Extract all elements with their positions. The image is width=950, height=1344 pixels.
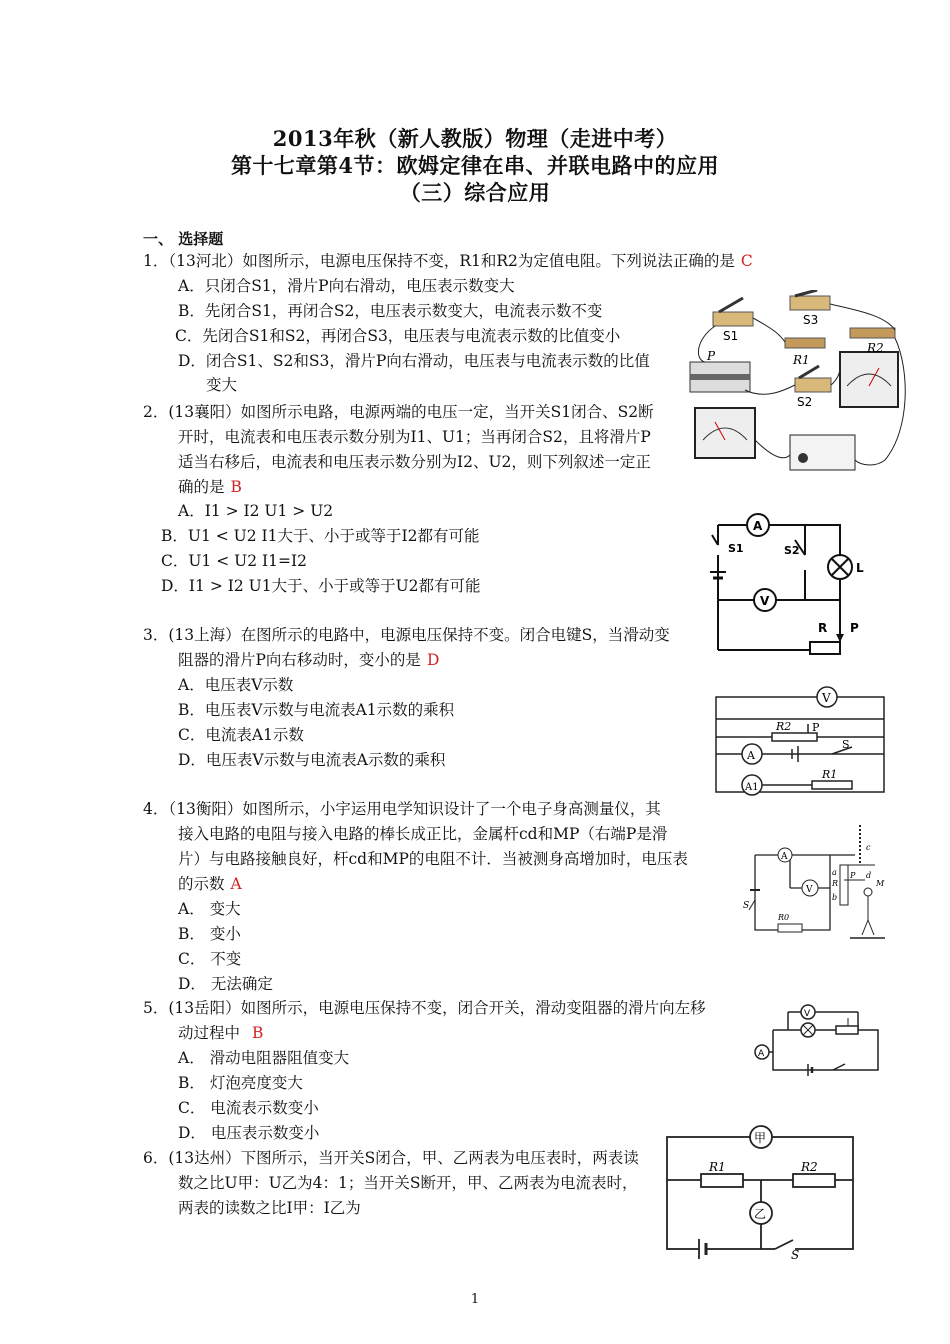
fig5-label-v: V bbox=[804, 1009, 811, 1019]
q5-answer: B bbox=[252, 1024, 264, 1042]
q1-option-a: A．只闭合S1，滑片P向右滑动，电压表示数变大 bbox=[178, 277, 515, 295]
fig4-label-c: c bbox=[866, 843, 871, 852]
q2-option-a: A．I1 > I2 U1 > U2 bbox=[178, 502, 334, 520]
fig2-label-l: L bbox=[856, 561, 864, 575]
q1-stem: 1．（13河北）如图所示，电源电压保持不变，R1和R2为定值电阻。下列说法正确的是 C bbox=[143, 252, 753, 270]
q4-line-2: 接入电路的电阻与接入电路的棒长成正比，金属杆cd和MP（右端P是滑 bbox=[178, 825, 668, 843]
fig4-label-d: d bbox=[866, 871, 872, 880]
fig3-label-a1: A1 bbox=[745, 782, 759, 793]
q4-circuit-figure bbox=[740, 820, 890, 945]
q4-option-a: A． 变大 bbox=[178, 900, 241, 918]
fig1-label-r1: R1 bbox=[793, 353, 810, 367]
q3-option-c: C．电流表A1示数 bbox=[178, 726, 304, 744]
fig2-label-v: V bbox=[760, 594, 770, 608]
q2-option-d: D．I1 > I2 U1大于、小于或等于U2都有可能 bbox=[161, 577, 481, 595]
q2-option-b: B．U1 < U2 I1大于、小于或等于I2都有可能 bbox=[161, 527, 480, 545]
fig6-label-s: S bbox=[791, 1248, 800, 1260]
q3-line-1: 3．(13上海）在图所示的电路中，电源电压保持不变。闭合电键S，当滑动变 bbox=[143, 626, 670, 644]
q5-option-b: B． 灯泡亮度变大 bbox=[178, 1074, 303, 1092]
q5-line-2: 动过程中 B bbox=[178, 1024, 264, 1042]
q5-option-d: D． 电压表示数变小 bbox=[178, 1124, 320, 1142]
fig6-label-r1: R1 bbox=[709, 1160, 726, 1174]
q2-circuit-figure bbox=[710, 510, 870, 655]
q4-line-4: 的示数 A bbox=[178, 875, 242, 893]
q3-option-d: D．电压表V示数与电流表A示数的乘积 bbox=[178, 751, 446, 769]
q3-line-2: 阻器的滑片P向右移动时，变小的是 D bbox=[178, 651, 440, 669]
fig4-label-v: V bbox=[806, 885, 813, 895]
fig1-label-s2: S2 bbox=[797, 395, 813, 409]
section-heading: 一、 选择题 bbox=[143, 230, 224, 248]
title-line-3: （三）综合应用 bbox=[399, 180, 551, 205]
q6-line-1: 6．(13达州）下图所示，当开关S闭合，甲、乙两表为电压表时，两表读 bbox=[143, 1149, 639, 1167]
q5-circuit-figure bbox=[748, 1000, 883, 1080]
q4-line-3: 片）与电路接触良好，杆cd和MP的电阻不计．当被测身高增加时，电压表 bbox=[178, 850, 688, 868]
q1-answer: C bbox=[740, 252, 753, 270]
fig3-label-a: A bbox=[747, 749, 755, 762]
q3-option-b: B．电压表V示数与电流表A1示数的乘积 bbox=[178, 701, 455, 719]
title-line-1: 2013年秋（新人教版）物理（走进中考） bbox=[272, 126, 678, 151]
q3-answer: D bbox=[426, 651, 440, 669]
fig3-label-r1: R1 bbox=[822, 768, 838, 781]
q5-line-1: 5．(13岳阳）如图所示，电源电压保持不变，闭合开关，滑动变阻器的滑片向左移 bbox=[143, 999, 706, 1017]
q2-line-2: 开时，电流表和电压表示数分别为I1、U1；当再闭合S2，且将滑片P bbox=[178, 428, 651, 446]
q4-answer: A bbox=[230, 875, 242, 893]
fig6-label-yi: 乙 bbox=[754, 1207, 767, 1221]
fig4-label-a: A bbox=[781, 852, 788, 862]
q2-line-4: 确的是 B bbox=[178, 478, 242, 496]
q4-option-c: C． 不变 bbox=[178, 950, 242, 968]
q6-circuit-figure bbox=[663, 1125, 858, 1260]
q1-option-d-cont: 变大 bbox=[206, 376, 238, 394]
q1-option-b: B．先闭合S1，再闭合S2，电压表示数变大，电流表示数不变 bbox=[178, 302, 603, 320]
fig2-label-s1: S1 bbox=[728, 542, 744, 555]
fig3-label-p: P bbox=[812, 721, 820, 734]
fig4-label-p: P bbox=[850, 871, 856, 880]
fig4-label-r: R bbox=[832, 879, 839, 888]
fig5-label-a: A bbox=[758, 1049, 765, 1059]
fig1-label-r2: R2 bbox=[867, 341, 884, 355]
fig4-label-r0: R0 bbox=[778, 913, 790, 922]
q1-circuit-figure bbox=[685, 290, 915, 480]
q1-option-c: C．先闭合S1和S2，再闭合S3，电压表与电流表示数的比值变小 bbox=[175, 327, 621, 345]
q4-line-1: 4．（13衡阳）如图所示，小宇运用电学知识设计了一个电子身高测量仪，其 bbox=[143, 800, 661, 818]
title-line-2: 第十七章第4节：欧姆定律在串、并联电路中的应用 bbox=[230, 153, 720, 178]
fig2-label-r: R bbox=[818, 621, 828, 635]
q2-line-1: 2．(13襄阳）如图所示电路，电源两端的电压一定，当开关S1闭合、S2断 bbox=[143, 403, 654, 421]
fig3-label-v: V bbox=[822, 691, 831, 705]
fig6-label-r2: R2 bbox=[801, 1160, 818, 1174]
q4-option-d: D． 无法确定 bbox=[178, 975, 273, 993]
q5-option-a: A． 滑动电阻器阻值变大 bbox=[178, 1049, 350, 1067]
fig1-label-s3: S3 bbox=[803, 313, 819, 327]
fig1-label-s1: S1 bbox=[723, 329, 739, 343]
q5-option-c: C． 电流表示数变小 bbox=[178, 1099, 319, 1117]
q6-line-3: 两表的读数之比I甲：I乙为 bbox=[178, 1199, 361, 1217]
q3-circuit-figure bbox=[712, 682, 887, 797]
fig3-label-r2: R2 bbox=[776, 720, 792, 733]
q1-option-d: D．闭合S1、S2和S3，滑片P向右滑动，电压表与电流表示数的比值 bbox=[178, 352, 650, 370]
q3-option-a: A．电压表V示数 bbox=[178, 676, 294, 694]
q2-line-3: 适当右移后，电流表和电压表示数分别为I2、U2，则下列叙述一定正 bbox=[178, 453, 651, 471]
fig4-label-a-letter: a bbox=[832, 868, 837, 877]
fig4-label-b: b bbox=[832, 893, 838, 902]
fig2-label-s2: S2 bbox=[784, 544, 800, 557]
fig4-label-m: M bbox=[876, 879, 885, 888]
page-number: 1 bbox=[470, 1292, 480, 1307]
fig3-label-s: S bbox=[842, 738, 850, 751]
fig6-label-jia: 甲 bbox=[754, 1131, 767, 1145]
fig4-label-s: S bbox=[743, 901, 750, 911]
fig1-label-p: P bbox=[707, 349, 716, 363]
q4-option-b: B． 变小 bbox=[178, 925, 241, 943]
fig2-label-a: A bbox=[753, 519, 763, 533]
fig2-label-p: P bbox=[850, 621, 859, 635]
q6-line-2: 数之比U甲：U乙为4：1；当开关S断开，甲、乙两表为电流表时， bbox=[178, 1174, 638, 1192]
q2-option-c: C．U1 < U2 I1=I2 bbox=[161, 552, 307, 570]
q2-answer: B bbox=[230, 478, 242, 496]
